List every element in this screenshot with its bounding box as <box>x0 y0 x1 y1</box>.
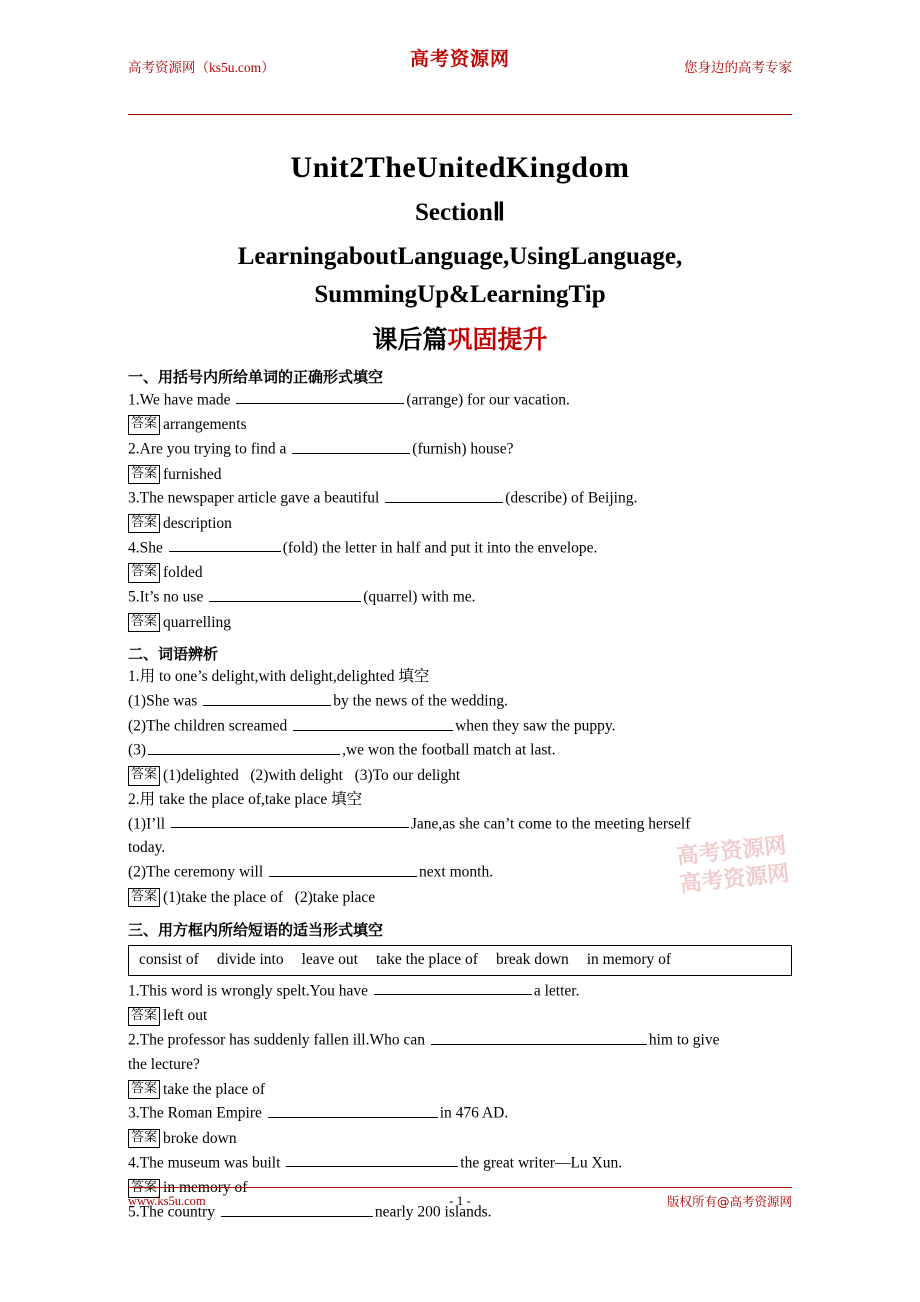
question-post: ,we won the football match at last. <box>342 742 556 760</box>
watermark-line2: 高考资源网 <box>678 860 791 898</box>
question-pre: 5.It’s no use <box>128 588 208 606</box>
answer-label: 答案 <box>128 514 160 533</box>
question-pre: 5.The country <box>128 1203 219 1221</box>
answer-text: description <box>163 514 232 532</box>
question <box>128 586 792 610</box>
watermark-line1: 高考资源网 <box>675 833 788 870</box>
answer-label: 答案 <box>128 1129 160 1148</box>
question <box>128 389 792 413</box>
page-title: Unit2TheUnitedKingdom <box>290 151 630 184</box>
chinese-subtitle-black: 课后篇 <box>372 324 448 354</box>
question-pre: 4.She <box>128 539 167 557</box>
section-title: SectionⅡ <box>414 199 506 226</box>
answer-row <box>128 1079 792 1101</box>
phrase-item: break down <box>495 950 569 968</box>
part2-group2-prompt: 2.用 take the place of,take place 填空 <box>128 790 363 808</box>
question-post: in 476 AD. <box>439 1105 509 1123</box>
question <box>128 861 792 885</box>
header-left-text: 高考资源网（ks5u.com） <box>128 60 275 75</box>
answer-label: 答案 <box>128 1080 160 1099</box>
answer-label: 答案 <box>128 766 160 785</box>
question-pre: (1)I’ll <box>128 815 169 833</box>
phrase-item: in memory of <box>586 950 672 968</box>
question-pre: (2)The ceremony will <box>128 864 268 882</box>
answer-blank[interactable] <box>385 487 503 503</box>
answer-blank[interactable] <box>203 690 331 706</box>
question-post: the great writer—Lu Xun. <box>460 1154 623 1172</box>
question <box>128 980 792 1004</box>
answer-text: left out <box>163 1007 208 1025</box>
question-pre: 2.Are you trying to find a <box>128 440 291 458</box>
answer-row <box>128 1005 792 1027</box>
question-pre: 4.The museum was built <box>128 1154 285 1172</box>
answer-text: (1)take the place of (2)take place <box>163 889 376 906</box>
question-pre: 3.The newspaper article gave a beautiful <box>128 489 384 507</box>
answer-row <box>128 513 792 535</box>
answer-blank[interactable] <box>268 1102 438 1118</box>
question-post: a letter. <box>533 982 580 1000</box>
question-post: (describe) of Beijing. <box>505 489 638 507</box>
answer-label: 答案 <box>128 415 160 434</box>
answer-text: quarrelling <box>163 613 232 631</box>
answer-text: furnished <box>163 465 222 483</box>
question-post: (quarrel) with me. <box>363 588 476 606</box>
part2-heading: 二、词语辨析 <box>128 645 219 664</box>
question-continuation: today. <box>128 839 166 857</box>
question-continuation: the lecture? <box>128 1055 200 1073</box>
footer-copyright: 版权所有@高考资源网 <box>666 1194 792 1209</box>
question <box>128 1029 792 1053</box>
answer-label: 答案 <box>128 1007 160 1026</box>
question-post: (fold) the letter in half and put it into the envelope. <box>282 539 598 557</box>
question-post: (furnish) house? <box>412 440 514 458</box>
question <box>128 715 792 739</box>
answer-row <box>128 562 792 584</box>
question <box>128 487 792 511</box>
answer-blank[interactable] <box>209 586 361 602</box>
question-pre: 2.The professor has suddenly fallen ill.Who can <box>128 1031 429 1049</box>
answer-row <box>128 464 792 486</box>
answer-blank[interactable] <box>269 861 417 877</box>
answer-text: broke down <box>163 1129 237 1147</box>
phrase-item: divide into <box>216 950 284 968</box>
answer-text: arrangements <box>163 416 247 434</box>
page-footer <box>128 1187 792 1210</box>
answer-blank[interactable] <box>431 1029 647 1045</box>
question-pre: 3.The Roman Empire <box>128 1105 266 1123</box>
question-post: when they saw the puppy. <box>455 717 616 735</box>
answer-text: (1)delighted (2)with delight (3)To our delight <box>163 767 461 785</box>
question-post: nearly 200 islands. <box>374 1203 492 1221</box>
question <box>128 813 792 837</box>
answer-blank[interactable] <box>374 980 532 996</box>
part3-heading: 三、用方框内所给短语的适当形式填空 <box>128 920 384 939</box>
question <box>128 1152 792 1176</box>
section-subtitle-line2: SummingUp&LearningTip <box>314 281 606 309</box>
footer-url[interactable]: www.ks5u.com <box>128 1193 206 1208</box>
phrase-bank <box>128 945 792 976</box>
section-subtitle-line1: LearningaboutLanguage,UsingLanguage, <box>237 243 683 270</box>
answer-row <box>128 765 792 787</box>
answer-label: 答案 <box>128 563 160 582</box>
answer-text: take the place of <box>163 1080 265 1098</box>
answer-label: 答案 <box>128 1179 160 1198</box>
answer-row <box>128 612 792 634</box>
question-pre: (1)She was <box>128 692 202 710</box>
answer-row <box>128 887 792 909</box>
answer-text: folded <box>163 564 203 582</box>
phrase-item: consist of <box>139 950 199 968</box>
part1-heading: 一、用括号内所给单词的正确形式填空 <box>128 367 384 386</box>
answer-blank[interactable] <box>286 1152 458 1168</box>
page-header <box>128 0 792 115</box>
question-pre: (3) <box>128 742 147 760</box>
question-post: by the news of the wedding. <box>333 692 508 710</box>
question-post: Jane,as she can’t come to the meeting herself <box>410 815 691 833</box>
question <box>128 1102 792 1126</box>
question-post: him to give <box>648 1031 720 1049</box>
answer-blank[interactable] <box>171 813 409 829</box>
answer-label: 答案 <box>128 465 160 484</box>
header-brand: 高考资源网 <box>409 48 510 70</box>
answer-row <box>128 414 792 436</box>
part2-group1-prompt: 1.用 to one’s delight,with delight,delighted 填空 <box>128 668 430 686</box>
answer-blank[interactable] <box>169 537 281 553</box>
answer-blank[interactable] <box>236 389 404 405</box>
phrase-item: leave out <box>301 950 358 968</box>
chinese-subtitle <box>128 320 792 356</box>
question-post: next month. <box>419 864 494 882</box>
question-pre: 1.This word is wrongly spelt.You have <box>128 982 372 1000</box>
question-post: (arrange) for our vacation. <box>406 391 570 409</box>
page-number: - 1 - <box>449 1193 471 1208</box>
question-pre: (2)The children screamed <box>128 717 292 735</box>
question <box>128 438 792 462</box>
chinese-subtitle-red: 巩固提升 <box>447 324 548 354</box>
question <box>128 690 792 714</box>
question-pre: 1.We have made <box>128 391 235 409</box>
answer-row <box>128 1128 792 1150</box>
answer-blank[interactable] <box>293 715 453 731</box>
header-right-text: 您身边的高考专家 <box>684 60 792 75</box>
phrase-item: take the place of <box>375 950 478 968</box>
answer-blank[interactable] <box>148 739 340 755</box>
answer-blank[interactable] <box>292 438 410 454</box>
question <box>128 537 792 561</box>
answer-label: 答案 <box>128 888 160 907</box>
question <box>128 739 792 763</box>
answer-label: 答案 <box>128 613 160 632</box>
answer-text: in memory of <box>163 1179 248 1197</box>
